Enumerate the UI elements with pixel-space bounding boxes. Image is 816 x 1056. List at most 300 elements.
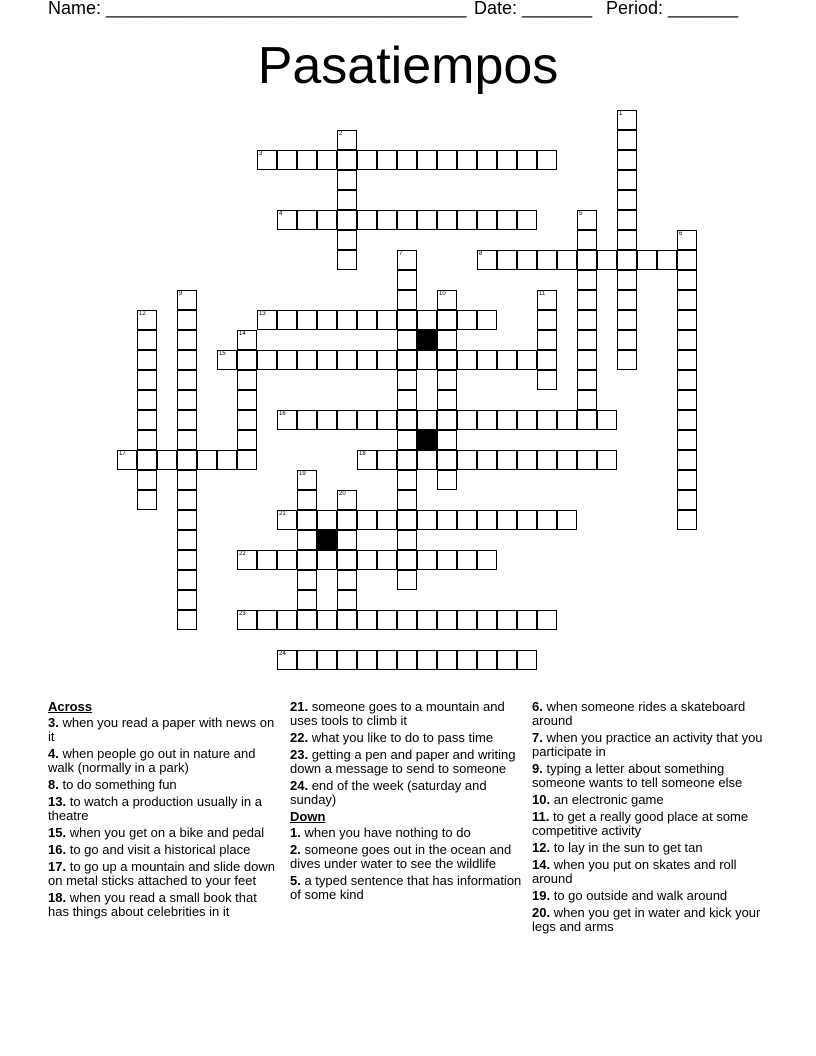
grid-cell[interactable] (477, 210, 497, 230)
grid-cell[interactable] (397, 390, 417, 410)
grid-cell[interactable] (297, 310, 317, 330)
grid-cell[interactable] (537, 350, 557, 370)
grid-cell[interactable] (577, 250, 597, 270)
clue-number: 23 (239, 611, 246, 617)
grid-cell[interactable] (597, 250, 617, 270)
grid-cell[interactable] (617, 350, 637, 370)
grid-cell[interactable] (617, 330, 637, 350)
grid-cell[interactable] (497, 410, 517, 430)
across-heading: Across (48, 699, 93, 714)
grid-cell[interactable] (457, 550, 477, 570)
grid-cell[interactable] (397, 510, 417, 530)
grid-cell[interactable] (237, 410, 257, 430)
grid-cell[interactable] (437, 450, 457, 470)
grid-cell[interactable] (177, 330, 197, 350)
clue-item-text: to do something fun (62, 777, 177, 792)
clues-column-2 (290, 700, 522, 905)
grid-cell[interactable] (497, 150, 517, 170)
grid-cell[interactable] (517, 350, 537, 370)
grid-cell[interactable] (137, 370, 157, 390)
grid-cell[interactable] (357, 550, 377, 570)
grid-cell[interactable] (177, 350, 197, 370)
grid-cell[interactable] (397, 350, 417, 370)
grid-cell[interactable] (397, 410, 417, 430)
grid-cell[interactable] (297, 510, 317, 530)
grid-cell[interactable] (437, 370, 457, 390)
grid-cell[interactable] (537, 330, 557, 350)
clue-item-text: when you put on skates and roll around (532, 857, 737, 886)
grid-cell[interactable] (397, 550, 417, 570)
grid-cell[interactable] (617, 250, 637, 270)
grid-cell[interactable] (677, 390, 697, 410)
clue-item-number: 13. (48, 794, 67, 809)
clue-number: 20 (339, 491, 346, 497)
clue-item-text: typing a letter about something someone wants to tell someone else (532, 761, 743, 790)
grid-cell[interactable] (577, 310, 597, 330)
grid-cell[interactable] (417, 550, 437, 570)
clue-item (532, 906, 772, 934)
grid-cell[interactable] (297, 210, 317, 230)
grid-cell[interactable] (297, 590, 317, 610)
grid-cell[interactable] (357, 610, 377, 630)
grid-cell[interactable] (397, 530, 417, 550)
grid-cell[interactable] (437, 350, 457, 370)
clue-item (532, 793, 772, 807)
clue-item (290, 700, 522, 728)
grid-cell[interactable] (177, 390, 197, 410)
grid-cell[interactable] (357, 650, 377, 670)
grid-cell[interactable] (337, 530, 357, 550)
grid-cell[interactable] (677, 370, 697, 390)
clue-item-text: when you read a small book that has things about celebrities in it (48, 890, 257, 919)
grid-cell[interactable] (557, 510, 577, 530)
grid-cell[interactable] (277, 610, 297, 630)
grid-cell[interactable] (377, 150, 397, 170)
grid-cell[interactable] (437, 150, 457, 170)
grid-cell[interactable] (437, 430, 457, 450)
grid-cell[interactable] (137, 330, 157, 350)
grid-cell[interactable] (617, 230, 637, 250)
grid-cell[interactable] (377, 450, 397, 470)
grid-cell[interactable] (317, 650, 337, 670)
grid-cell[interactable] (677, 290, 697, 310)
grid-cell[interactable] (677, 310, 697, 330)
clue-item-text: end of the week (saturday and sunday) (290, 778, 487, 807)
grid-cell[interactable] (537, 150, 557, 170)
grid-cell[interactable] (497, 450, 517, 470)
grid-cell[interactable] (297, 350, 317, 370)
grid-cell[interactable] (357, 410, 377, 430)
grid-cell[interactable] (397, 370, 417, 390)
grid-cell[interactable] (337, 230, 357, 250)
grid-cell[interactable] (137, 450, 157, 470)
grid-cell[interactable] (477, 610, 497, 630)
grid-cell[interactable] (577, 370, 597, 390)
grid-cell[interactable] (417, 350, 437, 370)
grid-cell[interactable] (357, 350, 377, 370)
grid-cell[interactable] (137, 350, 157, 370)
grid-cell[interactable] (677, 350, 697, 370)
grid-cell[interactable] (477, 410, 497, 430)
grid-cell[interactable] (437, 650, 457, 670)
grid-cell[interactable] (437, 310, 457, 330)
grid-cell[interactable] (497, 350, 517, 370)
grid-cell[interactable] (517, 510, 537, 530)
clue-number: 18 (359, 451, 366, 457)
grid-cell[interactable] (337, 410, 357, 430)
grid-cell[interactable] (377, 510, 397, 530)
grid-cell[interactable] (337, 210, 357, 230)
grid-cell[interactable] (397, 570, 417, 590)
grid-cell[interactable] (437, 550, 457, 570)
grid-cell[interactable] (437, 330, 457, 350)
grid-cell[interactable] (417, 410, 437, 430)
clue-number: 2 (339, 131, 343, 137)
grid-cell[interactable] (337, 310, 357, 330)
grid-cell[interactable] (677, 430, 697, 450)
grid-cell[interactable] (517, 410, 537, 430)
grid-cell[interactable] (677, 410, 697, 430)
grid-cell[interactable] (257, 350, 277, 370)
grid-cell[interactable] (177, 590, 197, 610)
grid-cell[interactable] (317, 310, 337, 330)
grid-cell[interactable] (277, 310, 297, 330)
clue-item-number: 1. (290, 825, 301, 840)
grid-cell[interactable] (437, 390, 457, 410)
grid-cell[interactable] (337, 550, 357, 570)
grid-cell[interactable] (177, 430, 197, 450)
grid-cell[interactable] (577, 350, 597, 370)
grid-cell[interactable] (397, 270, 417, 290)
grid-cell[interactable] (357, 210, 377, 230)
grid-cell[interactable] (377, 410, 397, 430)
grid-cell[interactable] (397, 430, 417, 450)
grid-cell[interactable] (177, 370, 197, 390)
grid-cell[interactable] (477, 550, 497, 570)
grid-cell[interactable] (537, 510, 557, 530)
page-title: Pasatiempos (257, 37, 559, 95)
grid-cell[interactable] (417, 510, 437, 530)
grid-cell[interactable] (577, 390, 597, 410)
grid-cell[interactable] (577, 410, 597, 430)
grid-cell[interactable] (557, 410, 577, 430)
grid-cell[interactable] (597, 450, 617, 470)
grid-cell[interactable] (657, 250, 677, 270)
grid-cell[interactable] (417, 450, 437, 470)
grid-cell[interactable] (237, 450, 257, 470)
grid-cell[interactable] (537, 610, 557, 630)
grid-cell[interactable] (457, 210, 477, 230)
grid-cell[interactable] (617, 170, 637, 190)
grid-cell[interactable] (337, 510, 357, 530)
clue-item-number: 14. (532, 857, 551, 872)
grid-cell[interactable] (317, 350, 337, 370)
grid-cell[interactable] (137, 410, 157, 430)
grid-cell[interactable] (417, 650, 437, 670)
grid-cell[interactable] (557, 450, 577, 470)
clue-item-number: 10. (532, 792, 551, 807)
clue-item-text: when people go out in nature and walk (normally in a park) (48, 746, 256, 775)
grid-cell[interactable] (397, 150, 417, 170)
date-field: Date: _______ (474, 0, 593, 18)
clue-item (532, 889, 772, 903)
grid-cell[interactable] (677, 270, 697, 290)
grid-cell[interactable] (237, 430, 257, 450)
grid-cell[interactable] (177, 610, 197, 630)
grid-cell[interactable] (177, 530, 197, 550)
clue-item-number: 15. (48, 825, 67, 840)
clue-item-number: 16. (48, 842, 67, 857)
grid-cell[interactable] (357, 510, 377, 530)
grid-cell[interactable] (417, 310, 437, 330)
grid-cell[interactable] (577, 290, 597, 310)
grid-cell[interactable] (517, 250, 537, 270)
grid-cell[interactable] (457, 450, 477, 470)
grid-cell[interactable] (437, 610, 457, 630)
clue-item-text: to lay in the sun to get tan (553, 840, 703, 855)
grid-cell[interactable] (477, 450, 497, 470)
grid-cell[interactable] (517, 610, 537, 630)
clue-item-number: 22. (290, 730, 309, 745)
grid-cell[interactable] (377, 550, 397, 570)
clue-number: 9 (179, 291, 183, 297)
grid-cell[interactable] (577, 270, 597, 290)
grid-cell[interactable] (577, 330, 597, 350)
grid-cell[interactable] (377, 650, 397, 670)
clue-number: 22 (239, 551, 246, 557)
clue-item (290, 826, 522, 840)
grid-cell[interactable] (177, 570, 197, 590)
grid-cell[interactable] (277, 350, 297, 370)
clue-item (290, 874, 522, 902)
clue-number: 4 (279, 211, 283, 217)
grid-cell[interactable] (457, 310, 477, 330)
clue-item-number: 9. (532, 761, 543, 776)
clue-item (48, 795, 280, 823)
grid-cell[interactable] (297, 150, 317, 170)
grid-cell[interactable] (517, 450, 537, 470)
grid-cell[interactable] (337, 250, 357, 270)
grid-cell[interactable] (177, 470, 197, 490)
grid-cell[interactable] (337, 610, 357, 630)
grid-cell[interactable] (337, 650, 357, 670)
grid-cell[interactable] (437, 510, 457, 530)
grid-cell[interactable] (317, 510, 337, 530)
grid-cell[interactable] (557, 250, 577, 270)
grid-cell[interactable] (297, 570, 317, 590)
grid-cell[interactable] (197, 450, 217, 470)
grid-cell[interactable] (437, 470, 457, 490)
grid-cell[interactable] (177, 490, 197, 510)
grid-cell[interactable] (517, 650, 537, 670)
grid-cell[interactable] (237, 350, 257, 370)
grid-cell[interactable] (537, 250, 557, 270)
black-square (317, 530, 337, 550)
clue-item-text: someone goes to a mountain and uses tools to climb it (290, 699, 505, 728)
grid-cell[interactable] (677, 490, 697, 510)
clue-item-number: 18. (48, 890, 67, 905)
grid-cell[interactable] (217, 450, 237, 470)
clue-item-number: 17. (48, 859, 67, 874)
clue-item (532, 731, 772, 759)
grid-cell[interactable] (137, 430, 157, 450)
grid-cell[interactable] (617, 150, 637, 170)
clue-number: 13 (259, 311, 266, 317)
clue-item (48, 778, 280, 792)
grid-cell[interactable] (377, 210, 397, 230)
grid-cell[interactable] (497, 210, 517, 230)
clue-item-text: when you read a paper with news on it (48, 715, 275, 744)
grid-cell[interactable] (477, 310, 497, 330)
grid-cell[interactable] (297, 490, 317, 510)
clue-item (532, 858, 772, 886)
grid-cell[interactable] (317, 610, 337, 630)
grid-cell[interactable] (297, 650, 317, 670)
grid-cell[interactable] (437, 410, 457, 430)
grid-cell[interactable] (337, 590, 357, 610)
grid-cell[interactable] (437, 210, 457, 230)
grid-cell[interactable] (617, 290, 637, 310)
grid-cell[interactable] (517, 210, 537, 230)
grid-cell[interactable] (457, 610, 477, 630)
grid-cell[interactable] (457, 150, 477, 170)
grid-cell[interactable] (177, 550, 197, 570)
grid-cell[interactable] (417, 210, 437, 230)
grid-cell[interactable] (137, 390, 157, 410)
grid-cell[interactable] (337, 190, 357, 210)
grid-cell[interactable] (137, 470, 157, 490)
grid-cell[interactable] (617, 190, 637, 210)
name-field: Name: ____________________________________ (48, 0, 467, 18)
grid-cell[interactable] (397, 610, 417, 630)
grid-cell[interactable] (617, 310, 637, 330)
clue-item-text: when you practice an activity that you participate in (532, 730, 763, 759)
grid-cell[interactable] (477, 350, 497, 370)
grid-cell[interactable] (257, 550, 277, 570)
clue-item (532, 841, 772, 855)
grid-cell[interactable] (257, 610, 277, 630)
grid-cell[interactable] (357, 150, 377, 170)
grid-cell[interactable] (677, 470, 697, 490)
clue-item-text: to go and visit a historical place (69, 842, 251, 857)
grid-cell[interactable] (677, 330, 697, 350)
grid-cell[interactable] (317, 410, 337, 430)
clue-item-text: someone goes out in the ocean and dives under water to see the wildlife (290, 842, 512, 871)
grid-cell[interactable] (177, 310, 197, 330)
clue-item-text: to go outside and walk around (553, 888, 728, 903)
grid-cell[interactable] (417, 610, 437, 630)
clue-item-number: 11. (532, 809, 550, 824)
grid-cell[interactable] (237, 370, 257, 390)
grid-cell[interactable] (677, 510, 697, 530)
grid-cell[interactable] (377, 610, 397, 630)
grid-cell[interactable] (177, 510, 197, 530)
clue-item (48, 891, 280, 919)
grid-cell[interactable] (297, 530, 317, 550)
grid-cell[interactable] (497, 250, 517, 270)
grid-cell[interactable] (137, 490, 157, 510)
clue-number: 10 (439, 291, 446, 297)
grid-cell[interactable] (517, 150, 537, 170)
grid-cell[interactable] (397, 310, 417, 330)
clue-item-text: when you have nothing to do (304, 825, 471, 840)
grid-cell[interactable] (577, 230, 597, 250)
grid-cell[interactable] (397, 330, 417, 350)
grid-cell[interactable] (457, 350, 477, 370)
grid-cell[interactable] (597, 410, 617, 430)
grid-cell[interactable] (677, 250, 697, 270)
grid-cell[interactable] (157, 450, 177, 470)
clue-number: 16 (279, 411, 286, 417)
grid-cell[interactable] (397, 210, 417, 230)
grid-cell[interactable] (397, 450, 417, 470)
grid-cell[interactable] (177, 450, 197, 470)
grid-cell[interactable] (497, 610, 517, 630)
grid-cell[interactable] (457, 410, 477, 430)
clue-item-number: 20. (532, 905, 551, 920)
clue-item-number: 6. (532, 699, 543, 714)
grid-cell[interactable] (377, 310, 397, 330)
clue-number: 17 (119, 451, 126, 457)
grid-cell[interactable] (537, 370, 557, 390)
grid-cell[interactable] (277, 150, 297, 170)
grid-cell[interactable] (357, 310, 377, 330)
grid-cell[interactable] (397, 290, 417, 310)
grid-cell[interactable] (277, 550, 297, 570)
grid-cell[interactable] (297, 410, 317, 430)
grid-cell[interactable] (537, 410, 557, 430)
clue-number: 8 (479, 251, 483, 257)
grid-cell[interactable] (177, 410, 197, 430)
grid-cell[interactable] (317, 150, 337, 170)
grid-cell[interactable] (617, 130, 637, 150)
grid-cell[interactable] (297, 550, 317, 570)
grid-cell[interactable] (537, 450, 557, 470)
grid-cell[interactable] (397, 470, 417, 490)
grid-cell[interactable] (477, 650, 497, 670)
grid-cell[interactable] (397, 490, 417, 510)
grid-cell[interactable] (337, 570, 357, 590)
grid-cell[interactable] (477, 510, 497, 530)
clue-item-number: 21. (290, 699, 309, 714)
grid-cell[interactable] (317, 550, 337, 570)
grid-cell[interactable] (337, 350, 357, 370)
grid-cell[interactable] (477, 150, 497, 170)
grid-cell[interactable] (457, 510, 477, 530)
grid-cell[interactable] (677, 450, 697, 470)
clue-number: 12 (139, 311, 146, 317)
grid-cell[interactable] (337, 150, 357, 170)
grid-cell[interactable] (417, 150, 437, 170)
grid-cell[interactable] (497, 650, 517, 670)
grid-cell[interactable] (297, 610, 317, 630)
grid-cell[interactable] (537, 310, 557, 330)
grid-cell[interactable] (457, 650, 477, 670)
clue-item (48, 843, 280, 857)
grid-cell[interactable] (237, 390, 257, 410)
grid-cell[interactable] (577, 450, 597, 470)
grid-cell[interactable] (317, 210, 337, 230)
clue-item (48, 860, 280, 888)
grid-cell[interactable] (637, 250, 657, 270)
grid-cell[interactable] (617, 210, 637, 230)
grid-cell[interactable] (377, 350, 397, 370)
grid-cell[interactable] (397, 650, 417, 670)
clue-number: 24 (279, 651, 286, 657)
grid-cell[interactable] (337, 170, 357, 190)
grid-cell[interactable] (497, 510, 517, 530)
grid-cell[interactable] (617, 270, 637, 290)
